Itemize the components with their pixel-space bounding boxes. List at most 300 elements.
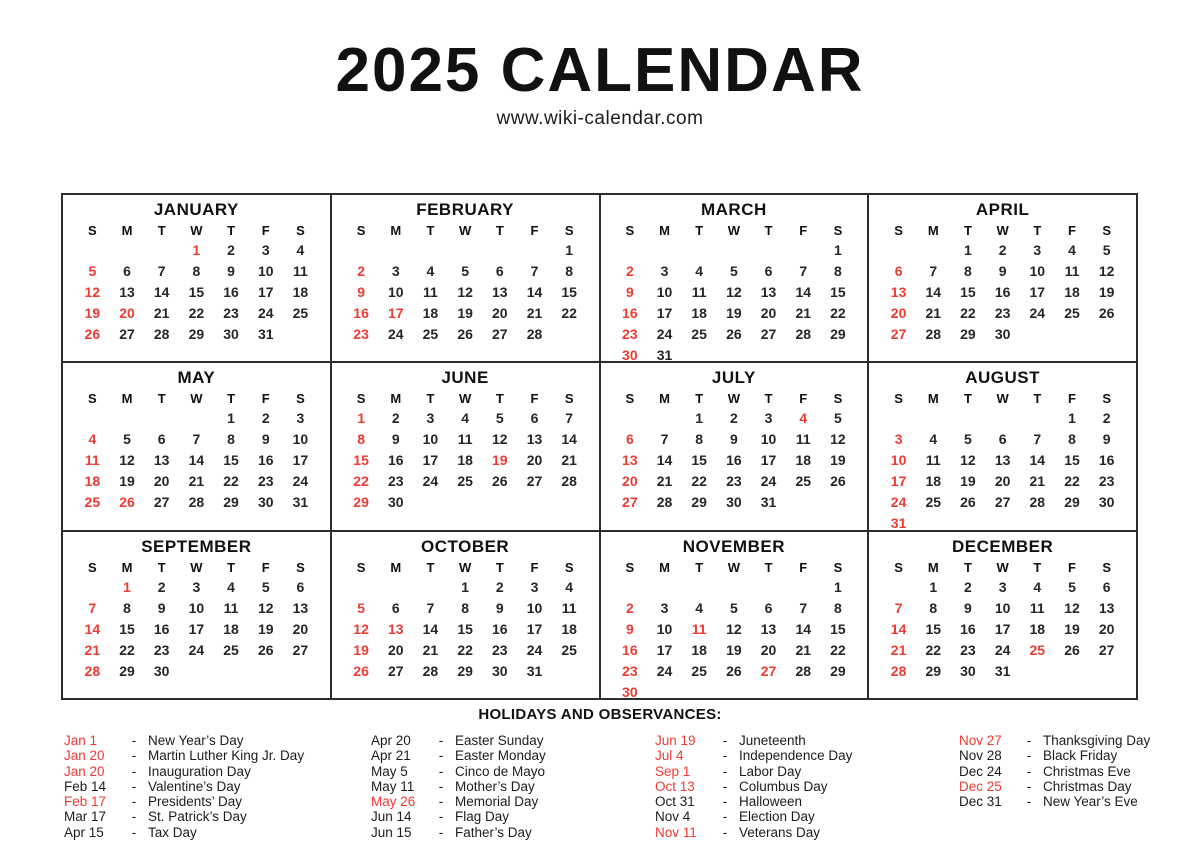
weekday-label: T — [495, 223, 504, 238]
date-cell: 11 — [1029, 599, 1045, 616]
date-cell: 20 — [387, 641, 404, 658]
date-cell: 12 — [830, 431, 846, 448]
date-cell: 15 — [561, 284, 577, 300]
date-cell: 16 — [387, 452, 404, 469]
holiday-dash: - — [131, 794, 137, 810]
weekday-label: F — [261, 223, 270, 238]
empty-date-cell — [881, 577, 916, 598]
holiday-dash: - — [438, 778, 444, 794]
date-cell: 1 — [834, 242, 842, 258]
holiday-date: Apr 15 — [64, 824, 104, 840]
date-cell: 15 — [925, 620, 942, 637]
date-cell: 7 — [530, 263, 539, 279]
date-cell: 6 — [998, 431, 1007, 448]
weekday-header-row — [75, 389, 318, 408]
weekday-label: S — [296, 223, 305, 238]
weekday-label: F — [1068, 559, 1076, 575]
weekday-label: W — [996, 391, 1009, 407]
date-cell: 20 — [760, 305, 777, 321]
weekday-label: F — [530, 391, 539, 407]
holiday-item — [64, 748, 371, 763]
empty-date-cell — [682, 577, 717, 598]
date-cell: 15 — [830, 620, 846, 637]
holiday-item — [371, 764, 655, 779]
date-cell: 28 — [925, 326, 942, 342]
date-cell: 23 — [1098, 473, 1115, 490]
empty-date-cell — [881, 408, 916, 429]
date-cell: 6 — [894, 263, 903, 279]
date-cell: 22 — [830, 305, 846, 321]
holiday-columns — [0, 733, 1200, 840]
date-cell: 29 — [830, 662, 846, 679]
holiday-date: Oct 31 — [655, 794, 695, 810]
weekday-label: M — [390, 223, 402, 238]
date-cell: 25 — [84, 494, 101, 511]
weekday-header-row — [881, 221, 1124, 240]
date-cell: 2 — [625, 599, 634, 616]
date-cell: 18 — [691, 305, 707, 321]
date-cell: 7 — [1033, 431, 1042, 448]
date-cell: 30 — [223, 326, 239, 342]
date-cell: 18 — [561, 620, 577, 637]
weekday-label: F — [530, 223, 539, 238]
date-cell: 22 — [561, 305, 577, 321]
date-cell: 13 — [760, 284, 777, 300]
date-cell: 16 — [622, 641, 638, 658]
holiday-name: Labor Day — [739, 763, 802, 779]
date-cell: 9 — [729, 431, 738, 448]
date-cell: 14 — [188, 452, 205, 469]
holiday-name: Presidents’ Day — [148, 794, 243, 810]
empty-date-cell — [613, 408, 648, 429]
date-cell: 8 — [227, 431, 235, 448]
date-cell: 2 — [998, 242, 1007, 258]
date-cell: 9 — [227, 263, 235, 279]
holidays-section — [0, 706, 1200, 840]
weekday-label: F — [1068, 391, 1076, 407]
month-title: NOVEMBER — [682, 536, 785, 556]
weekday-label: T — [157, 559, 166, 575]
month-title: MAY — [177, 368, 216, 388]
date-cell: 24 — [760, 473, 777, 490]
weekday-label: M — [927, 391, 939, 407]
date-cell: 11 — [423, 284, 438, 300]
holiday-name: Flag Day — [455, 809, 510, 825]
date-cell: 16 — [223, 284, 239, 300]
empty-date-cell — [110, 240, 145, 261]
date-cell: 31 — [760, 494, 777, 511]
holidays-heading: HOLIDAYS AND OBSERVANCES: — [478, 706, 722, 723]
date-cell: 13 — [994, 452, 1011, 469]
date-cell: 24 — [656, 662, 673, 679]
date-cell: 12 — [492, 431, 508, 448]
holiday-item — [655, 748, 959, 763]
month-title: SEPTEMBER — [141, 536, 252, 556]
holiday-date: Apr 21 — [371, 748, 411, 764]
date-cell: 26 — [1098, 305, 1115, 321]
date-cell: 8 — [192, 263, 201, 279]
date-cell: 12 — [353, 620, 369, 637]
date-cell: 3 — [660, 599, 669, 616]
date-cell: 11 — [795, 431, 811, 448]
date-cell: 19 — [353, 641, 369, 658]
date-cell: 17 — [760, 452, 777, 469]
date-cell: 25 — [422, 326, 439, 342]
holiday-dash: - — [438, 763, 444, 779]
empty-date-cell — [75, 408, 110, 429]
date-cell: 28 — [1029, 494, 1046, 511]
date-cell: 15 — [1064, 452, 1080, 469]
date-cell: 3 — [998, 578, 1007, 595]
date-cell: 30 — [622, 347, 638, 363]
weekday-label: T — [764, 559, 773, 575]
date-cell: 22 — [830, 641, 846, 658]
weekday-label: S — [1102, 559, 1111, 575]
date-cell: 31 — [526, 662, 543, 679]
date-cell: 5 — [495, 410, 504, 427]
weekday-label: F — [530, 559, 539, 575]
weekday-label: T — [1033, 223, 1042, 238]
date-cell: 1 — [357, 410, 365, 427]
weekday-header-row — [344, 221, 587, 240]
date-cell: 30 — [492, 662, 508, 679]
empty-date-cell — [985, 408, 1020, 429]
date-cell: 14 — [526, 284, 543, 300]
date-cell: 13 — [1098, 599, 1115, 616]
date-cell: 29 — [1064, 494, 1080, 511]
weekday-label: S — [833, 559, 843, 575]
date-cell: 21 — [795, 641, 812, 658]
date-cell: 27 — [492, 326, 508, 342]
date-cell: 3 — [296, 410, 305, 427]
date-cell: 30 — [994, 326, 1011, 342]
date-cell: 11 — [292, 263, 308, 279]
date-cell: 9 — [391, 431, 400, 448]
weekday-label: T — [426, 559, 435, 575]
weekday-label: W — [727, 223, 740, 238]
weekday-label: T — [963, 391, 972, 407]
date-cell: 11 — [925, 452, 941, 469]
date-cell: 14 — [795, 284, 812, 300]
date-cell: 26 — [119, 494, 135, 511]
date-cell: 3 — [261, 242, 270, 258]
holiday-name: Martin Luther King Jr. Day — [148, 748, 305, 764]
empty-date-cell — [344, 240, 379, 261]
weekday-label: T — [227, 559, 236, 575]
holiday-item — [655, 764, 959, 779]
date-cell: 3 — [192, 578, 201, 595]
date-cell: 6 — [123, 263, 131, 279]
date-cell: 7 — [660, 431, 669, 448]
holiday-item — [371, 809, 655, 824]
date-cell: 5 — [261, 578, 270, 595]
date-cell: 31 — [257, 326, 274, 342]
holiday-dash: - — [131, 748, 137, 764]
date-cell: 23 — [223, 305, 239, 321]
holiday-name: New Year’s Day — [148, 733, 244, 748]
date-cell: 27 — [1098, 641, 1115, 658]
date-cell: 1 — [565, 242, 574, 258]
month-title: APRIL — [975, 200, 1030, 219]
weekday-label: M — [927, 559, 939, 575]
date-cell: 12 — [84, 284, 101, 300]
weekday-label: M — [659, 559, 670, 575]
holiday-date: Apr 20 — [371, 733, 411, 748]
date-cell: 23 — [153, 641, 170, 658]
date-cell: 30 — [387, 494, 404, 511]
weekday-label: W — [727, 559, 740, 575]
date-cell: 3 — [660, 263, 669, 279]
date-cell: 14 — [84, 620, 101, 637]
date-cell: 26 — [457, 326, 473, 342]
empty-date-cell — [448, 240, 483, 261]
date-cell: 6 — [296, 578, 305, 595]
date-cell: 3 — [894, 431, 903, 448]
date-cell: 24 — [656, 326, 673, 342]
date-cell: 23 — [960, 641, 976, 658]
date-cell: 17 — [994, 620, 1011, 637]
date-cell: 27 — [890, 326, 907, 342]
date-cell: 8 — [964, 263, 972, 279]
date-cell: 9 — [964, 599, 972, 616]
holiday-item — [959, 748, 1200, 763]
weekday-label: T — [764, 391, 773, 407]
weekday-label: M — [390, 391, 402, 407]
date-cell: 17 — [656, 305, 673, 321]
date-cell: 19 — [830, 452, 846, 469]
weekday-label: M — [927, 223, 939, 238]
date-cell: 7 — [799, 263, 808, 279]
weekday-header-row — [344, 558, 587, 577]
date-cell: 7 — [894, 599, 903, 616]
weekday-label: W — [996, 223, 1009, 238]
holiday-date: May 11 — [371, 778, 415, 794]
weekday-label: T — [963, 559, 972, 575]
holiday-date: Nov 4 — [655, 809, 691, 825]
date-cell: 17 — [422, 452, 439, 469]
dates-grid — [75, 240, 318, 345]
date-cell: 24 — [1029, 305, 1046, 321]
holiday-dash: - — [1026, 733, 1032, 748]
date-cell: 24 — [526, 641, 543, 658]
holiday-date: Nov 27 — [959, 733, 1002, 748]
holiday-dash: - — [131, 824, 137, 840]
date-cell: 17 — [890, 473, 907, 490]
weekday-label: S — [88, 559, 97, 575]
holiday-name: Mother’s Day — [455, 778, 535, 794]
date-cell: 20 — [622, 473, 638, 490]
dates-grid — [881, 408, 1124, 530]
date-cell: 20 — [526, 452, 543, 469]
weekday-header-row — [881, 558, 1124, 577]
weekday-label: W — [190, 391, 203, 407]
date-cell: 7 — [565, 410, 574, 427]
date-cell: 5 — [461, 263, 470, 279]
weekday-header-row — [613, 389, 856, 408]
date-cell: 17 — [257, 284, 274, 300]
date-cell: 12 — [1064, 599, 1080, 616]
date-cell: 5 — [1068, 578, 1076, 595]
date-cell: 10 — [760, 431, 777, 448]
weekday-label: T — [426, 223, 435, 238]
weekday-label: S — [894, 223, 903, 238]
date-cell: 30 — [726, 494, 742, 511]
date-cell: 19 — [1098, 284, 1115, 300]
date-cell: 28 — [84, 662, 101, 679]
date-cell: 30 — [1098, 494, 1115, 511]
weekday-label: S — [894, 559, 903, 575]
weekday-label: W — [458, 559, 472, 575]
date-cell: 10 — [1029, 263, 1046, 279]
date-cell: 15 — [960, 284, 976, 300]
holiday-name: Inauguration Day — [148, 763, 251, 779]
holiday-item — [64, 794, 371, 809]
date-cell: 29 — [960, 326, 976, 342]
date-cell: 29 — [119, 662, 135, 679]
date-cell: 2 — [261, 410, 270, 427]
holiday-item — [959, 779, 1200, 794]
weekday-label: T — [495, 559, 504, 575]
date-cell: 13 — [760, 620, 777, 637]
weekday-label: T — [1033, 559, 1042, 575]
date-cell: 24 — [387, 326, 404, 342]
date-cell: 27 — [119, 326, 135, 342]
date-cell: 29 — [925, 662, 942, 679]
weekday-label: W — [458, 391, 472, 407]
holiday-date: Mar 17 — [64, 809, 107, 825]
date-cell: 22 — [1064, 473, 1080, 490]
date-cell: 23 — [353, 326, 369, 342]
date-cell: 27 — [760, 326, 777, 342]
empty-date-cell — [413, 240, 448, 261]
date-cell: 19 — [119, 473, 135, 490]
holiday-name: St. Patrick’s Day — [148, 809, 247, 825]
weekday-label: F — [1068, 223, 1076, 238]
month-october — [331, 531, 600, 699]
date-cell: 26 — [84, 326, 101, 342]
weekday-header-row — [881, 389, 1124, 408]
date-cell: 22 — [960, 305, 976, 321]
date-cell: 25 — [691, 662, 707, 679]
empty-date-cell — [951, 408, 986, 429]
date-cell: 18 — [795, 452, 812, 469]
date-cell: 29 — [830, 326, 846, 342]
date-cell: 6 — [764, 599, 773, 616]
holiday-item — [959, 733, 1200, 748]
date-cell: 26 — [257, 641, 274, 658]
holiday-item — [64, 825, 371, 840]
date-cell: 17 — [387, 305, 404, 321]
date-cell: 19 — [492, 452, 508, 469]
date-cell: 14 — [656, 452, 673, 469]
date-cell: 12 — [119, 452, 135, 469]
weekday-label: S — [88, 223, 97, 238]
holiday-name: Election Day — [739, 809, 815, 825]
date-cell: 7 — [426, 599, 435, 616]
date-cell: 26 — [492, 473, 508, 490]
date-cell: 27 — [526, 473, 543, 490]
holiday-name: Father’s Day — [455, 824, 532, 840]
weekday-label: F — [799, 391, 808, 407]
date-cell: 13 — [526, 431, 543, 448]
date-cell: 2 — [391, 410, 400, 427]
date-cell: 19 — [257, 620, 274, 637]
date-cell: 14 — [890, 620, 907, 637]
date-cell: 5 — [123, 431, 131, 448]
holiday-name: Easter Monday — [455, 748, 546, 764]
month-title: OCTOBER — [421, 536, 510, 556]
weekday-header-row — [344, 389, 587, 408]
date-cell: 29 — [691, 494, 707, 511]
weekday-header-row — [75, 558, 318, 577]
holiday-dash: - — [722, 794, 728, 810]
empty-date-cell — [144, 240, 179, 261]
date-cell: 26 — [726, 326, 742, 342]
date-cell: 1 — [192, 242, 201, 258]
date-cell: 21 — [422, 641, 439, 658]
date-cell: 27 — [760, 662, 777, 679]
holiday-name: Easter Sunday — [455, 733, 544, 748]
date-cell: 11 — [561, 599, 577, 616]
date-cell: 6 — [764, 263, 773, 279]
date-cell: 2 — [625, 263, 634, 279]
date-cell: 27 — [292, 641, 309, 658]
date-cell: 7 — [799, 599, 808, 616]
holiday-dash: - — [438, 794, 444, 810]
date-cell: 16 — [622, 305, 638, 321]
date-cell: 13 — [492, 284, 508, 300]
weekday-label: W — [458, 223, 472, 238]
date-cell: 22 — [223, 473, 239, 490]
empty-date-cell — [144, 408, 179, 429]
weekday-label: S — [833, 223, 843, 238]
date-cell: 19 — [457, 305, 473, 321]
date-cell: 22 — [353, 473, 369, 490]
weekday-label: W — [190, 559, 203, 575]
date-cell: 21 — [84, 641, 101, 658]
date-cell: 13 — [890, 284, 907, 300]
dates-grid — [881, 577, 1124, 682]
date-cell: 25 — [1064, 305, 1080, 321]
date-cell: 3 — [764, 410, 773, 427]
date-cell: 8 — [123, 599, 131, 616]
holiday-name: Independence Day — [739, 748, 853, 764]
weekday-label: S — [625, 223, 635, 238]
date-cell: 15 — [830, 284, 846, 300]
date-cell: 2 — [1102, 410, 1111, 427]
empty-date-cell — [751, 577, 786, 598]
weekday-header-row — [75, 221, 318, 240]
date-cell: 25 — [1029, 641, 1046, 658]
date-cell: 5 — [729, 599, 738, 616]
holiday-name: Black Friday — [1043, 748, 1118, 764]
month-april — [868, 194, 1137, 362]
dates-grid — [344, 240, 587, 345]
date-cell: 11 — [691, 284, 707, 300]
holiday-col-4 — [959, 733, 1200, 840]
weekday-label: T — [426, 391, 435, 407]
date-cell: 13 — [622, 452, 638, 469]
date-cell: 2 — [357, 263, 365, 279]
date-cell: 28 — [795, 326, 812, 342]
holiday-item — [655, 794, 959, 809]
month-title: AUGUST — [965, 368, 1041, 388]
empty-date-cell — [179, 408, 214, 429]
empty-date-cell — [613, 577, 648, 598]
date-cell: 23 — [622, 326, 638, 342]
holiday-col-2 — [371, 733, 655, 840]
date-cell: 23 — [257, 473, 274, 490]
